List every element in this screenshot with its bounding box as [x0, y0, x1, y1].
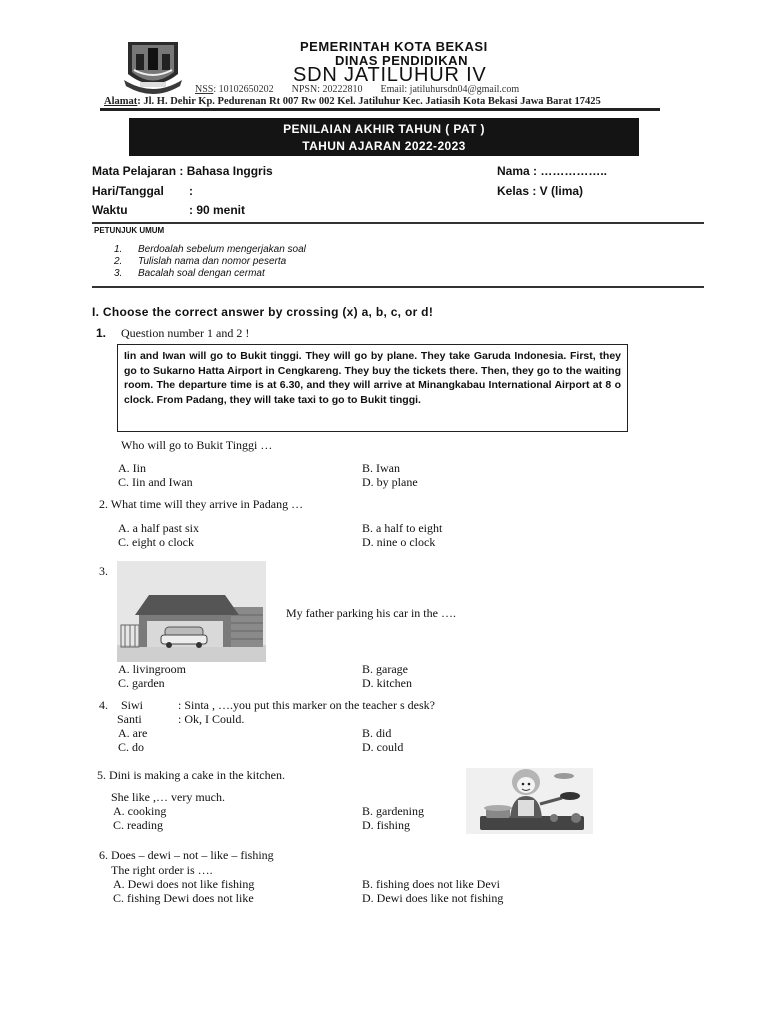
q6-question: 6. Does – dewi – not – like – fishing — [99, 848, 274, 862]
header-school-name: SDN JATILUHUR IV — [293, 64, 487, 86]
q3-option-c[interactable]: C. garden — [118, 676, 165, 690]
q5-option-d[interactable]: D. fishing — [362, 818, 410, 832]
q5-option-c[interactable]: C. reading — [113, 818, 163, 832]
q4-option-c[interactable]: C. do — [118, 740, 145, 754]
q2-option-b[interactable]: B. a half to eight — [362, 521, 443, 535]
npsn-label: NPSN — [291, 84, 318, 95]
q4-speaker-1: Siwi — [121, 698, 144, 712]
q4-option-d[interactable]: D. could — [362, 740, 404, 754]
q2-option-c[interactable]: C. eight o clock — [118, 535, 194, 549]
q1-option-b[interactable]: B. Iwan — [362, 461, 400, 475]
email-value: : jatiluhursdn04@gmail.com — [404, 84, 520, 95]
q1-question: Who will go to Bukit Tinggi … — [121, 438, 273, 452]
rule-item: 1. Berdoalah sebelum mengerjakan soal — [114, 244, 306, 255]
header-divider — [100, 108, 660, 111]
day-value: : — [189, 184, 193, 198]
q2-option-d[interactable]: D. nine o clock — [362, 535, 436, 549]
q2-option-a[interactable]: A. a half past six — [118, 521, 199, 535]
address-value: : Jl. H. Dehir Kp. Pedurenan Rt 007 Rw 002 Kel. Jatiluhur Kec. Jatiasih Kota Bekasi Jawa Barat 17425 — [137, 96, 601, 107]
q4-option-a[interactable]: A. are — [118, 726, 148, 740]
q1-intro: Question number 1 and 2 ! — [121, 326, 250, 340]
nss-label: NSS — [195, 84, 214, 95]
header-contact — [195, 84, 519, 95]
q4-speaker-2: Santi — [117, 712, 142, 726]
exam-title-banner — [129, 118, 639, 156]
q6-question-2: The right order is …. — [111, 863, 213, 877]
q3-question: My father parking his car in the …. — [286, 606, 456, 620]
npsn-value: : 20222810 — [317, 84, 363, 95]
q1-option-c[interactable]: C. Iin and Iwan — [118, 475, 193, 489]
header-government: PEMERINTAH KOTA BEKASI — [300, 39, 488, 54]
q6-option-c[interactable]: C. fishing Dewi does not like — [113, 891, 254, 905]
section-title: I. Choose the correct answer by crossing (x) a, b, c, or d! — [92, 305, 434, 319]
q3-option-a[interactable]: A. livingroom — [118, 662, 186, 676]
rules-title: PETUNJUK UMUM — [94, 226, 165, 235]
q4-line-2: : Ok, I Could. — [178, 712, 245, 726]
rules-divider — [92, 286, 704, 288]
q3-number: 3. — [99, 564, 108, 578]
q4-number: 4. — [99, 698, 108, 712]
subject-field: Mata Pelajaran : Bahasa Inggris — [92, 164, 273, 178]
day-label: Hari/Tanggal — [92, 184, 164, 198]
q6-option-d[interactable]: D. Dewi does like not fishing — [362, 891, 504, 905]
school-logo — [122, 40, 184, 96]
cooking-girl-image — [466, 768, 593, 834]
time-value: : 90 menit — [189, 203, 246, 217]
q1-number: 1. — [96, 326, 107, 340]
q5-option-b[interactable]: B. gardening — [362, 804, 424, 818]
q4-option-b[interactable]: B. did — [362, 726, 392, 740]
exam-year: TAHUN AJARAN 2022-2023 — [302, 139, 466, 153]
class-field: Kelas : V (lima) — [497, 184, 584, 198]
q2-question: 2. What time will they arrive in Padang … — [99, 497, 304, 511]
time-label: Waktu — [92, 203, 128, 217]
reading-passage: Iin and Iwan will go to Bukit tinggi. They will go by plane. They take Garuda Indonesia. First, they go to Sukarno Hatta Airport in Cengkareng. They buy the tickets there. Then, they go to the waiting room. The departure time is at 6.30, and they will arrive at Minangkabau International Airport at 8 o clock. From Padang, they will take taxi to go to Bukit tinggi. — [117, 344, 628, 432]
address-label: Alamat — [104, 96, 138, 107]
rule-item: 3. Bacalah soal dengan cermat — [114, 268, 265, 279]
q6-option-a[interactable]: A. Dewi does not like fishing — [113, 877, 255, 891]
exam-title: PENILAIAN AKHIR TAHUN ( PAT ) — [283, 122, 485, 136]
q1-option-a[interactable]: A. Iin — [118, 461, 146, 475]
q3-option-b[interactable]: B. garage — [362, 662, 408, 676]
q3-option-d[interactable]: D. kitchen — [362, 676, 412, 690]
q1-option-d[interactable]: D. by plane — [362, 475, 418, 489]
rule-item: 2. Tulislah nama dan nomor peserta — [114, 256, 287, 267]
q5-option-a[interactable]: A. cooking — [113, 804, 167, 818]
q5-question: 5. Dini is making a cake in the kitchen. — [97, 768, 285, 782]
header-department: DINAS PENDIDIKAN — [335, 53, 468, 68]
info-divider — [92, 222, 704, 224]
nss-value: : 10102650202 — [213, 84, 274, 95]
student-name-field: Nama : …………….. — [497, 164, 608, 178]
q4-line-1: : Sinta , ….you put this marker on the teacher s desk? — [178, 698, 435, 712]
q5-question-2: She like ,… very much. — [111, 790, 225, 804]
garage-image — [117, 561, 266, 662]
q6-option-b[interactable]: B. fishing does not like Devi — [362, 877, 500, 891]
header-address — [104, 96, 601, 107]
email-label: Email — [380, 84, 405, 95]
